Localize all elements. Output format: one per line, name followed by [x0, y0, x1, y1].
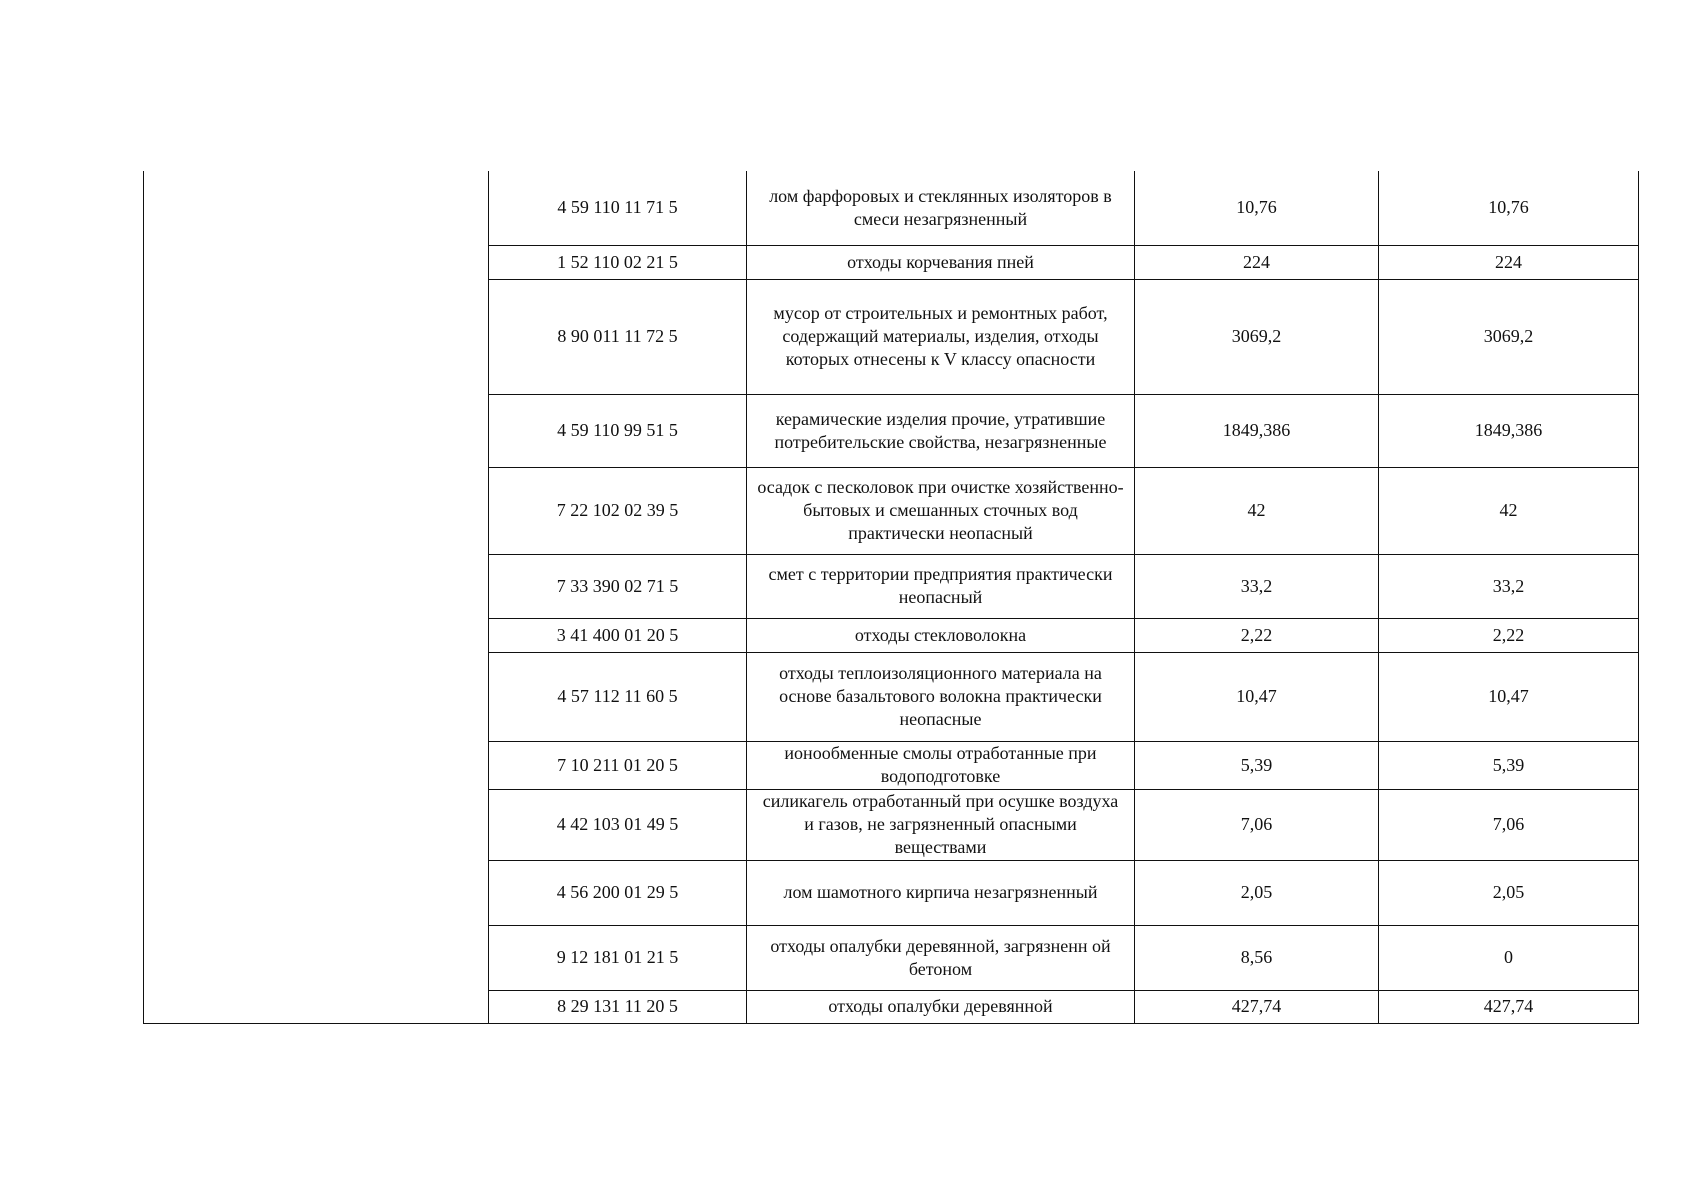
- waste-code-cell: 8 90 011 11 72 5: [489, 279, 747, 394]
- value-cell-2: 427,74: [1379, 990, 1639, 1023]
- value-cell-1: 8,56: [1135, 925, 1379, 990]
- waste-code-cell: 8 29 131 11 20 5: [489, 990, 747, 1023]
- value-cell-2: 3069,2: [1379, 279, 1639, 394]
- value-cell-2: 42: [1379, 467, 1639, 554]
- waste-name-cell: осадок с песколовок при очистке хозяйственно-бытовых и смешанных сточных вод практически неопасный: [747, 467, 1135, 554]
- value-cell-1: 33,2: [1135, 554, 1379, 618]
- value-cell-1: 2,22: [1135, 618, 1379, 652]
- value-cell-1: 224: [1135, 245, 1379, 279]
- table-row: [144, 171, 1639, 245]
- value-cell-2: 1849,386: [1379, 394, 1639, 467]
- value-cell-1: 3069,2: [1135, 279, 1379, 394]
- value-cell-1: 2,05: [1135, 860, 1379, 925]
- waste-code-cell: 4 56 200 01 29 5: [489, 860, 747, 925]
- value-cell-2: 5,39: [1379, 741, 1639, 789]
- value-cell-1: 42: [1135, 467, 1379, 554]
- empty-merged-cell: [144, 171, 489, 1023]
- value-cell-1: 1849,386: [1135, 394, 1379, 467]
- value-cell-2: 2,05: [1379, 860, 1639, 925]
- value-cell-2: 10,47: [1379, 652, 1639, 741]
- value-cell-1: 427,74: [1135, 990, 1379, 1023]
- waste-name-cell: смет с территории предприятия практически неопасный: [747, 554, 1135, 618]
- value-cell-2: 224: [1379, 245, 1639, 279]
- waste-name-cell: керамические изделия прочие, утратившие потребительские свойства, незагрязненные: [747, 394, 1135, 467]
- waste-table: [143, 171, 1639, 1024]
- waste-code-cell: 4 59 110 11 71 5: [489, 171, 747, 245]
- value-cell-2: 7,06: [1379, 789, 1639, 860]
- waste-code-cell: 9 12 181 01 21 5: [489, 925, 747, 990]
- waste-code-cell: 3 41 400 01 20 5: [489, 618, 747, 652]
- value-cell-1: 10,47: [1135, 652, 1379, 741]
- value-cell-1: 7,06: [1135, 789, 1379, 860]
- waste-code-cell: 7 33 390 02 71 5: [489, 554, 747, 618]
- waste-name-cell: отходы стекловолокна: [747, 618, 1135, 652]
- waste-code-cell: 4 57 112 11 60 5: [489, 652, 747, 741]
- waste-name-cell: ионообменные смолы отработанные при водоподготовке: [747, 741, 1135, 789]
- waste-name-cell: отходы опалубки деревянной: [747, 990, 1135, 1023]
- waste-code-cell: 7 22 102 02 39 5: [489, 467, 747, 554]
- value-cell-1: 5,39: [1135, 741, 1379, 789]
- value-cell-2: 2,22: [1379, 618, 1639, 652]
- value-cell-2: 0: [1379, 925, 1639, 990]
- waste-name-cell: отходы теплоизоляционного материала на основе базальтового волокна практически неопасные: [747, 652, 1135, 741]
- waste-code-cell: 4 59 110 99 51 5: [489, 394, 747, 467]
- waste-name-cell: силикагель отработанный при осушке воздуха и газов, не загрязненный опасными веществами: [747, 789, 1135, 860]
- value-cell-1: 10,76: [1135, 171, 1379, 245]
- waste-code-cell: 4 42 103 01 49 5: [489, 789, 747, 860]
- waste-name-cell: отходы корчевания пней: [747, 245, 1135, 279]
- waste-name-cell: лом шамотного кирпича незагрязненный: [747, 860, 1135, 925]
- waste-name-cell: лом фарфоровых и стеклянных изоляторов в смеси незагрязненный: [747, 171, 1135, 245]
- waste-name-cell: мусор от строительных и ремонтных работ, содержащий материалы, изделия, отходы которых отнесены к V классу опасности: [747, 279, 1135, 394]
- waste-name-cell: отходы опалубки деревянной, загрязненн ой бетоном: [747, 925, 1135, 990]
- waste-code-cell: 1 52 110 02 21 5: [489, 245, 747, 279]
- value-cell-2: 10,76: [1379, 171, 1639, 245]
- waste-code-cell: 7 10 211 01 20 5: [489, 741, 747, 789]
- value-cell-2: 33,2: [1379, 554, 1639, 618]
